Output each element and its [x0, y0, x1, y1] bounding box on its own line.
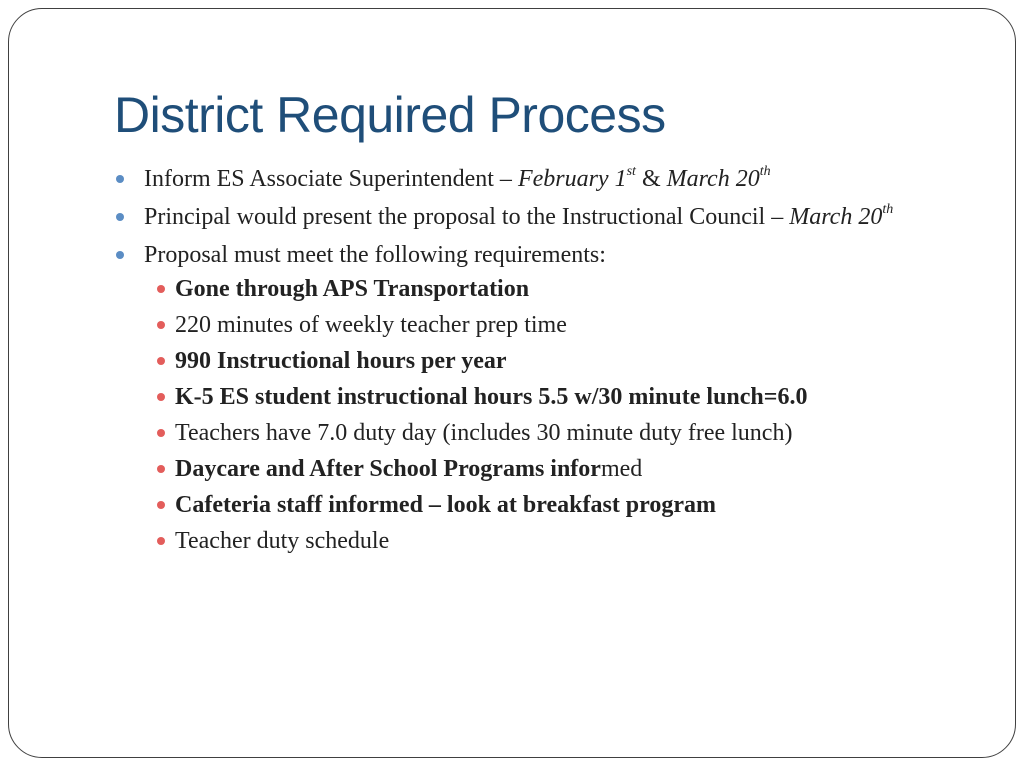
requirement-text: 220 minutes of weekly teacher prep time: [175, 312, 567, 338]
requirements-list: [144, 274, 914, 556]
sub-bullet-dot-icon: [157, 501, 165, 509]
sub-bullet-dot-icon: [157, 321, 165, 329]
requirement-text: K-5 ES student instructional hours 5.5 w/30 minute lunch=6.0: [175, 384, 808, 410]
requirement-item: [144, 274, 914, 304]
bullet-dot-icon: [116, 175, 124, 183]
sub-bullet-dot-icon: [157, 285, 165, 293]
bullet-text: Principal would present the proposal to the Instructional Council –: [144, 204, 790, 230]
requirement-item: [144, 310, 914, 340]
bullet-instructional-council: [114, 202, 914, 232]
requirement-text: Daycare and After School Programs infor: [175, 456, 601, 482]
date-march: March 20: [789, 204, 883, 230]
sub-bullet-dot-icon: [157, 537, 165, 545]
requirement-item: [144, 418, 914, 448]
bullet-dot-icon: [116, 251, 124, 259]
bullet-dot-icon: [116, 213, 124, 221]
date-march: March 20: [666, 166, 760, 192]
bullet-text: Proposal must meet the following requirements:: [144, 242, 606, 268]
date-suffix: st: [626, 164, 636, 179]
requirement-item: [144, 526, 914, 556]
date-connector: &: [635, 166, 667, 192]
sub-bullet-dot-icon: [157, 357, 165, 365]
date-february: February 1: [517, 166, 627, 192]
requirement-text-suffix: med: [600, 456, 643, 482]
requirement-item: [144, 454, 914, 484]
slide-title: District Required Process: [114, 87, 666, 143]
bullet-list: [114, 164, 914, 556]
requirement-text: 990 Instructional hours per year: [175, 348, 507, 374]
sub-bullet-dot-icon: [157, 393, 165, 401]
requirement-text: Teacher duty schedule: [175, 528, 390, 554]
requirement-text: Cafeteria staff informed – look at breakfast program: [175, 492, 717, 518]
date-suffix: th: [759, 164, 771, 179]
bullet-inform-superintendent: [114, 164, 914, 194]
sub-bullet-dot-icon: [157, 429, 165, 437]
date-suffix: th: [882, 202, 894, 217]
slide-body: [114, 164, 914, 562]
bullet-text: Inform ES Associate Superintendent –: [144, 166, 518, 192]
sub-bullet-dot-icon: [157, 465, 165, 473]
requirement-text: Gone through APS Transportation: [175, 276, 530, 302]
requirement-item: [144, 346, 914, 376]
requirement-item: [144, 382, 914, 412]
requirement-item: [144, 490, 914, 520]
bullet-requirements: [114, 240, 914, 556]
requirement-text: Teachers have 7.0 duty day (includes 30 minute duty free lunch): [175, 420, 793, 446]
